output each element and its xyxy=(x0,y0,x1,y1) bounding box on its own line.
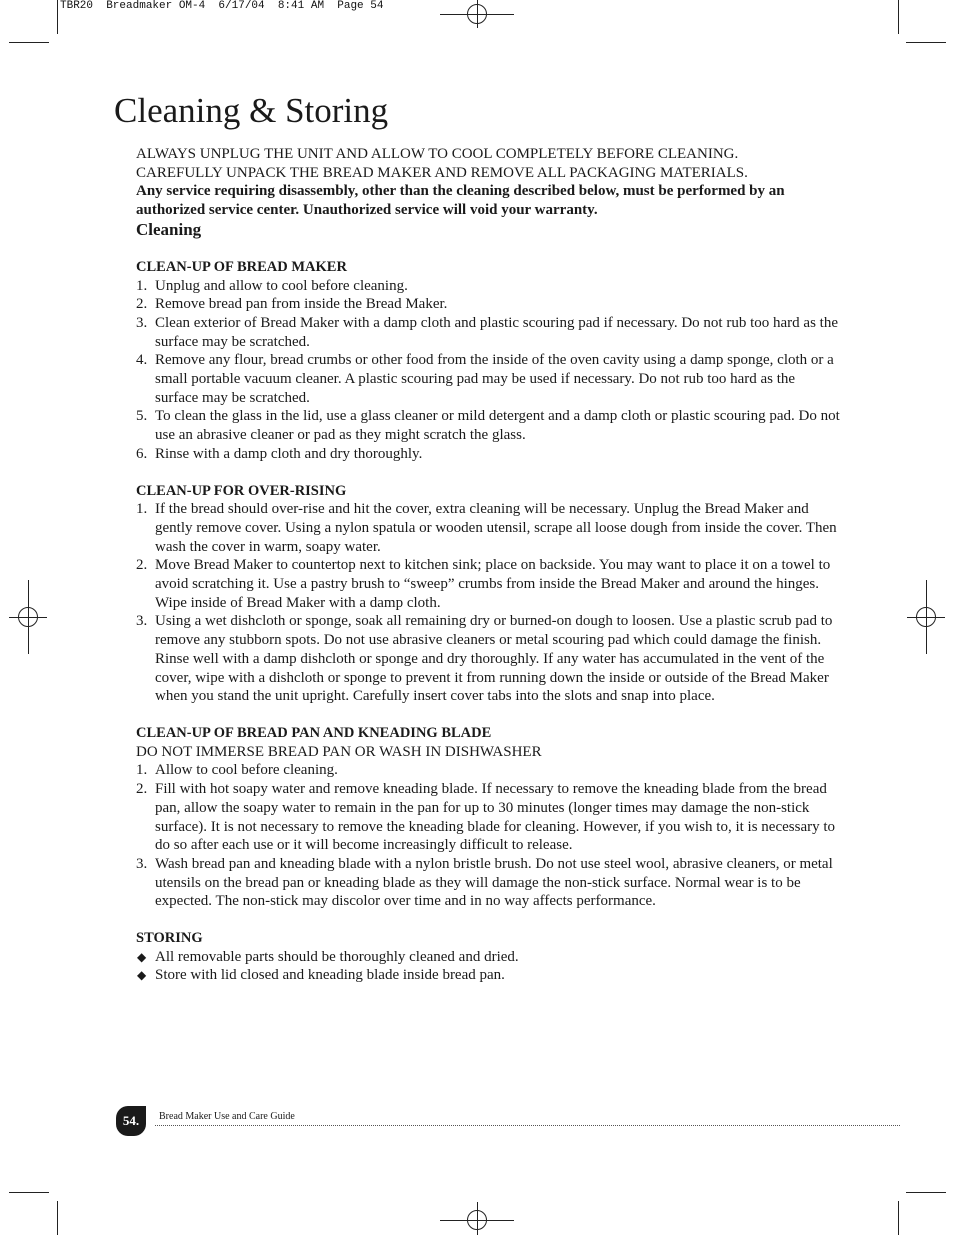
crop-mark xyxy=(898,0,899,34)
step-text: Remove bread pan from inside the Bread Maker. xyxy=(155,296,448,313)
step-text: Fill with hot soapy water and remove kneading blade. If necessary to remove the kneading blade from the bread pan, allow the soapy water to remain in the pan for up to 30 minutes (longer times may damage the non-stick surface). It is not necessary to remove the kneading blade for cleaning. However, if you wish to, it is necessary to do so after each use or it will become increasingly difficult to release. xyxy=(155,781,836,854)
step-text: Clean exterior of Bread Maker with a damp cloth and plastic scouring pad if necessary. Do not rub too hard as the surface may be scratched. xyxy=(155,314,838,350)
cleaning-heading: Cleaning xyxy=(136,219,202,239)
step-number: 3. xyxy=(136,613,148,630)
crop-mark xyxy=(906,1192,946,1193)
section-heading-over-rising: CLEAN-UP FOR OVER-RISING xyxy=(136,482,347,499)
step-number: 1. xyxy=(136,762,148,779)
bread-pan-steps xyxy=(136,761,841,911)
list-item xyxy=(136,966,841,985)
list-item xyxy=(136,295,841,314)
diamond-bullet-icon: ◆ xyxy=(137,949,147,964)
step-text: If the bread should over-rise and hit the cover, extra cleaning will be necessary. Unplug the Bread Maker and gently remove cover. Using a nylon spatula or wooden utensil, scrape all loose dough from inside the cover. Then wash the cover in warm, soapy water. xyxy=(155,501,837,555)
step-text: Unplug and allow to cool before cleaning. xyxy=(155,277,408,294)
list-item xyxy=(136,351,841,407)
list-item xyxy=(136,780,841,855)
service-warning: Any service requiring disassembly, other than the cleaning described below, must be performed by an authorized service center. Unauthorized service will void your warranty. xyxy=(136,183,785,219)
footer-label: Bread Maker Use and Care Guide xyxy=(159,1111,295,1122)
bullet-text: Store with lid closed and kneading blade inside bread pan. xyxy=(155,967,505,984)
list-item xyxy=(136,948,841,967)
page-number-badge: 54. xyxy=(116,1106,146,1136)
registration-mark-circle xyxy=(467,4,487,24)
bullet-text: All removable parts should be thoroughly cleaned and dried. xyxy=(155,948,519,965)
intro-unplug-warning: ALWAYS UNPLUG THE UNIT AND ALLOW TO COOL COMPLETELY BEFORE CLEANING. xyxy=(136,146,739,162)
main-content xyxy=(136,145,841,985)
step-text: Remove any flour, bread crumbs or other food from the inside of the oven cavity using a damp sponge, cloth or a small portable vacuum cleaner. A plastic scouring pad may be used if necessary. Do not rub too hard as the surface may be scratched. xyxy=(155,352,834,406)
list-item xyxy=(136,407,841,444)
registration-mark-circle xyxy=(18,607,38,627)
step-number: 6. xyxy=(136,445,148,462)
step-number: 3. xyxy=(136,855,148,872)
over-rising-steps xyxy=(136,500,841,706)
diamond-bullet-icon: ◆ xyxy=(137,968,147,983)
step-number: 3. xyxy=(136,314,148,331)
step-text: To clean the glass in the lid, use a glass cleaner or mild detergent and a damp cloth or plastic scouring pad. Do not use an abrasive cleaner or pad as they might scratch the glass. xyxy=(155,408,840,444)
intro-unpack-note: CAREFULLY UNPACK THE BREAD MAKER AND REMOVE ALL PACKAGING MATERIALS. xyxy=(136,164,748,181)
crop-mark xyxy=(906,42,946,43)
step-text: Move Bread Maker to countertop next to kitchen sink; place on backside. You may want to place it on a towel to avoid scratching it. Use a pastry brush to “sweep” crumbs from inside the Bread Maker and around the hinges. Wipe inside of Bread Maker with a damp cloth. xyxy=(155,557,831,611)
crop-mark xyxy=(898,1201,899,1235)
step-number: 2. xyxy=(136,557,148,574)
section-heading-storing: STORING xyxy=(136,930,203,947)
dishwasher-warning: DO NOT IMMERSE BREAD PAN OR WASH IN DISHWASHER xyxy=(136,743,542,760)
step-text: Allow to cool before cleaning. xyxy=(155,762,338,779)
list-item xyxy=(136,314,841,351)
list-item xyxy=(136,761,841,780)
crop-mark xyxy=(57,0,58,34)
registration-mark-circle xyxy=(467,1210,487,1230)
crop-mark xyxy=(9,42,49,43)
step-number: 4. xyxy=(136,352,148,369)
step-number: 2. xyxy=(136,296,148,313)
step-text: Rinse with a damp cloth and dry thoroughly. xyxy=(155,445,423,462)
storing-list xyxy=(136,948,841,985)
step-text: Using a wet dishcloth or sponge, soak all remaining dry or burned-on dough to loosen. Use a plastic scrub pad to remove any stubborn spots. Do not use abrasive cleaners or metal scouring pad which could damage the finish. Rinse well with a damp dishcloth or sponge and dry thoroughly. If any water has accumulated in the vent of the cover, wipe with a dishcloth or sponge to prevent it from running down the inside or outside of the Bread Maker when you stand the unit upright. Carefully insert cover tabs into the slots and snap into place. xyxy=(155,613,833,705)
registration-mark-circle xyxy=(916,607,936,627)
page-title: Cleaning & Storing xyxy=(114,91,389,130)
step-number: 2. xyxy=(136,781,148,798)
crop-mark xyxy=(9,1192,49,1193)
list-item xyxy=(136,500,841,556)
step-number: 5. xyxy=(136,408,148,425)
section-heading-bread-pan: CLEAN-UP OF BREAD PAN AND KNEADING BLADE xyxy=(136,724,492,741)
footer-dotted-rule xyxy=(155,1125,900,1126)
step-number: 1. xyxy=(136,501,148,518)
list-item xyxy=(136,612,841,706)
step-text: Wash bread pan and kneading blade with a nylon bristle brush. Do not use steel wool, abrasive cleaners, or metal utensils on the bread pan or kneading blade as they will damage the non-stick surface. Normal wear is to be expected. The non-stick may discolor over time and in no way affects performance. xyxy=(155,855,833,910)
list-item xyxy=(136,445,841,464)
list-item xyxy=(136,855,841,911)
bread-maker-steps xyxy=(136,277,841,464)
step-number: 1. xyxy=(136,277,148,294)
printer-slug: TBR20 Breadmaker OM-4 6/17/04 8:41 AM Page 54 xyxy=(60,0,384,12)
section-heading-bread-maker: CLEAN-UP OF BREAD MAKER xyxy=(136,258,347,275)
list-item xyxy=(136,556,841,612)
crop-mark xyxy=(57,1201,58,1235)
list-item xyxy=(136,277,841,296)
